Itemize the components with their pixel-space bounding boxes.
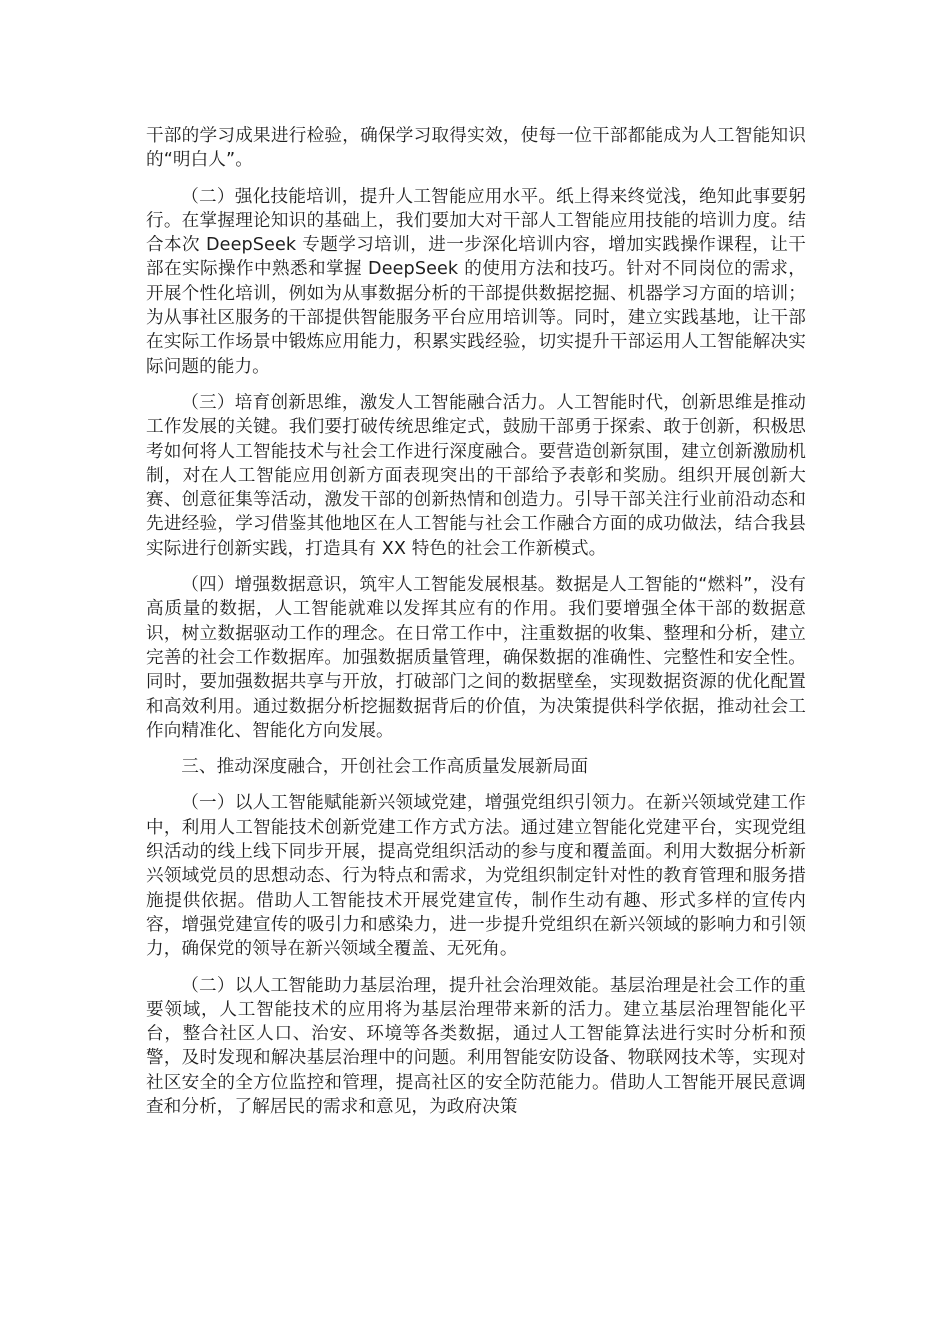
paragraph-data-awareness: （四）增强数据意识，筑牢人工智能发展根基。数据是人工智能的“燃料”，没有高质量的数据，人工智能就难以发挥其应有的作用。我们要增强全体干部的数据意识，树立数据驱动工作的理念。在日常工作中，注重数据的收集、整理和分析，建立完善的社会工作数据库。加强数据质量管理，确保数据的准确性、完整性和安全性。同时，要加强数据共享与开放，打破部门之间的数据壁垒，实现数据资源的优化配置和高效利用。通过数据分析挖掘数据背后的价值，为决策提供科学依据，推动社会工作向精准化、智能化方向发展。 <box>146 575 806 741</box>
document-page <box>146 124 806 1131</box>
paragraph-skill-training: （二）强化技能培训，提升人工智能应用水平。纸上得来终觉浅，绝知此事要躬行。在掌握理论知识的基础上，我们要加大对干部人工智能应用技能的培训力度。结合本次 DeepSeek 专题学习培训，进一步深化培训内容，增加实践操作课程，让干部在实际操作中熟悉和掌握 DeepSeek 的使用方法和技巧。针对不同岗位的需求，开展个性化培训，例如为从事数据分析的干部提供数据挖掘、机器学习方面的培训；为从事社区服务的干部提供智能服务平台应用培训等。同时，建立实践基地，让干部在实际工作场景中锻炼应用能力，积累实践经验，切实提升干部运用人工智能解决实际问题的能力。 <box>146 186 806 377</box>
paragraph-continuation: 干部的学习成果进行检验，确保学习取得实效，使每一位干部都能成为人工智能知识的“明白人”。 <box>146 126 806 171</box>
paragraph-party-building: （一）以人工智能赋能新兴领域党建，增强党组织引领力。在新兴领域党建工作中，利用人工智能技术创新党建工作方式方法。通过建立智能化党建平台，实现党组织活动的线上线下同步开展，提高党组织活动的参与度和覆盖面。利用大数据分析新兴领域党员的思想动态、行为特点和需求，为党组织制定针对性的教育管理和服务措施提供依据。借助人工智能技术开展党建宣传，制作生动有趣、形式多样的宣传内容，增强党建宣传的吸引力和感染力，进一步提升党组织在新兴领域的影响力和引领力，确保党的领导在新兴领域全覆盖、无死角。 <box>146 793 806 960</box>
paragraph-grassroots-governance: （二）以人工智能助力基层治理，提升社会治理效能。基层治理是社会工作的重要领域，人工智能技术的应用将为基层治理带来新的活力。建立基层治理智能化平台，整合社区人口、治安、环境等各类数据，通过人工智能算法进行实时分析和预警，及时发现和解决基层治理中的问题。利用智能安防设备、物联网技术等，实现对社区安全的全方位监控和管理，提高社区的安全防范能力。借助人工智能开展民意调查和分析，了解居民的需求和意见，为政府决策 <box>146 975 806 1117</box>
section-heading: 三、推动深度融合，开创社会工作高质量发展新局面 <box>181 757 589 778</box>
paragraph-innovation-thinking: （三）培育创新思维，激发人工智能融合活力。人工智能时代，创新思维是推动工作发展的关键。我们要打破传统思维定式，鼓励干部勇于探索、敢于创新，积极思考如何将人工智能技术与社会工作进行深度融合。要营造创新氛围，建立创新激励机制，对在人工智能应用创新方面表现突出的干部给予表彰和奖励。组织开展创新大赛、创意征集等活动，激发干部的创新热情和创造力。引导干部关注行业前沿动态和先进经验，学习借鉴其他地区在人工智能与社会工作融合方面的成功做法，结合我县实际进行创新实践，打造具有 XX 特色的社会工作新模式。 <box>146 392 806 559</box>
